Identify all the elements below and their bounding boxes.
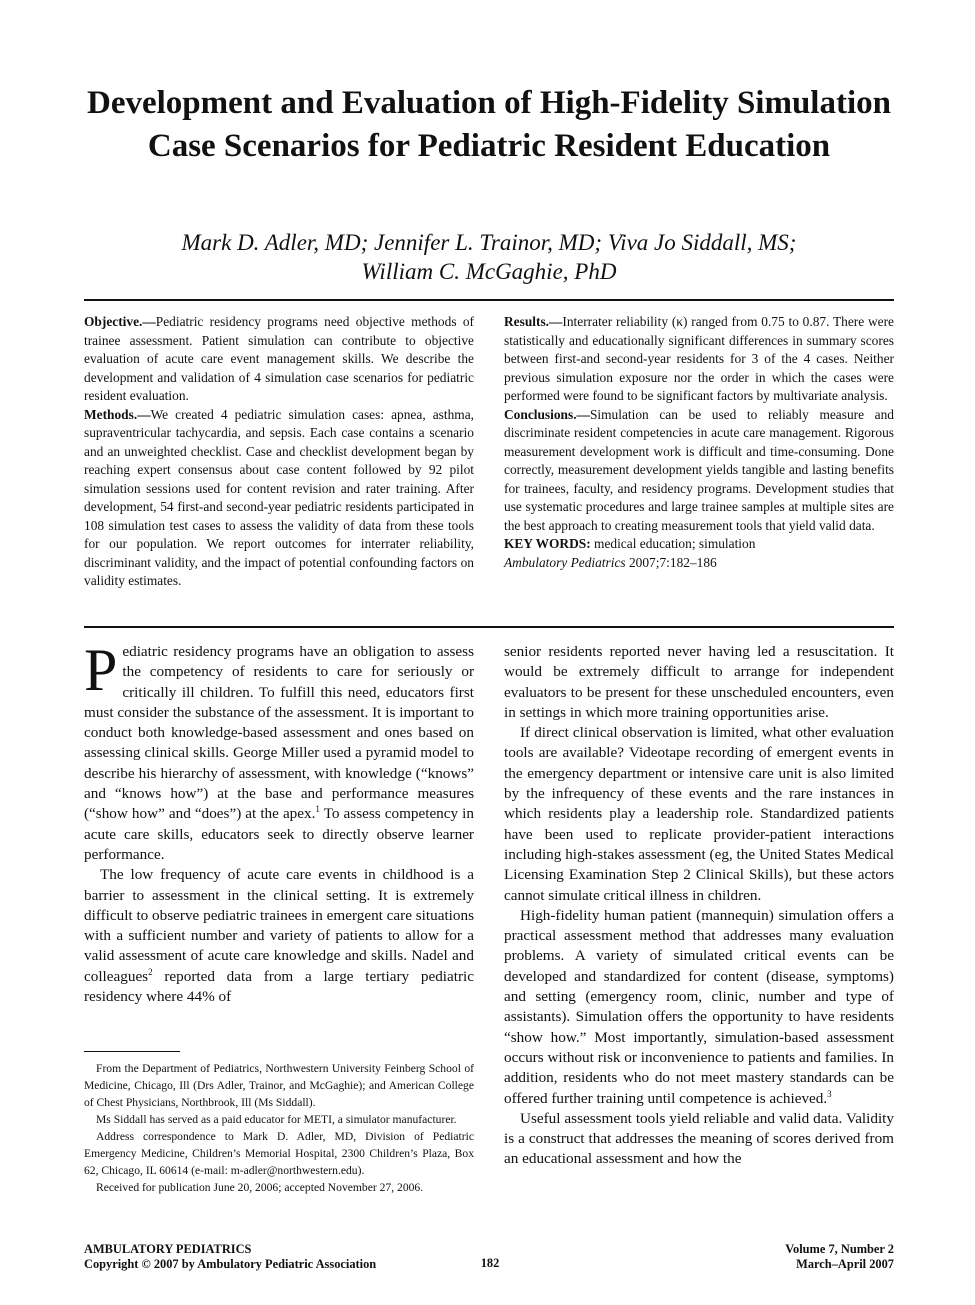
reference-marker: 1 xyxy=(315,804,320,815)
keywords-text: medical education; simulation xyxy=(590,536,756,551)
footer-date: March–April 2007 xyxy=(796,1257,894,1271)
abstract-conclusions xyxy=(504,406,894,536)
body-paragraph: Useful assessment tools yield reliable and valid data. Validity is a construct that addresses the meaning of scores derived from an educational assessment and how the xyxy=(504,1109,894,1168)
body-paragraph: senior residents reported never having led a resuscitation. It would be extremely difficult to arrange for independent evaluators to be present for these unscheduled encounters, even in settings in which more training opportunities arise. xyxy=(504,643,894,721)
authors-line-2: William C. McGaghie, PhD xyxy=(361,259,617,284)
body-left-column xyxy=(84,637,474,1007)
article-title: Development and Evaluation of High-Fidelity Simulation Case Scenarios for Pediatric Resident Education xyxy=(87,85,891,164)
citation xyxy=(504,554,894,573)
abstract-results xyxy=(504,313,894,406)
top-rule xyxy=(84,299,894,301)
body-right-column xyxy=(504,642,894,1170)
body-paragraph xyxy=(504,906,894,1109)
objective-text: Pediatric residency programs need objective methods of trainee assessment. Patient simulation can contribute to objective evaluation of acute care event management skills. We describe the development and validation of 4 simulation case scenarios for pediatric resident evaluation. xyxy=(84,314,474,403)
author-list xyxy=(84,228,894,286)
footer-journal: AMBULATORY PEDIATRICS xyxy=(84,1242,252,1256)
abstract-bottom-rule xyxy=(84,626,894,628)
reference-marker: 2 xyxy=(148,966,153,977)
page-number: 182 xyxy=(480,1256,500,1270)
body-text: ediatric residency programs have an obligation to assess the competency of residents to care for seriously or critically ill children. To fulfill this need, educators first must consider the substance of the assessment. It is important to conduct both knowledge-based assessment and ones based on assessing clinical skills. George Miller used a pyramid model to describe his hierarchy of assessment, with knowledge (“knows” and “knows how”) at the base and performance measures (“show how” and “does”) at the apex. xyxy=(84,643,474,823)
body-paragraph xyxy=(84,637,474,865)
footnote-received: Received for publication June 20, 2006; accepted November 27, 2006. xyxy=(96,1181,424,1194)
footnote-rule xyxy=(84,1051,180,1052)
citation-journal: Ambulatory Pediatrics xyxy=(504,554,626,570)
abstract-objective xyxy=(84,313,474,406)
results-text: Interrater reliability (κ) ranged from 0.75 to 0.87. There were statistically and educationally significant differences in summary scores between first-and second-year residents for 3 of the 4 cases. Neither previous simulation exposure nor the order in which the cases were performed were found to be significant factors by multivariate analysis. xyxy=(504,314,894,403)
abstract-right xyxy=(504,313,894,572)
body-paragraph: If direct clinical observation is limited, what other evaluation tools are available? Videotape recording of emergent events in the emergency department or intensive care unit is also limited by the infrequency of these events and the rare instances in which residents play a leadership role. Standardized patients have been used to replicate provider-patient interactions including high-stakes assessment (eg, the United States Medical Licensing Examination Step 2 Clinical Skills), but these actors cannot simulate critical illness in children. xyxy=(504,724,894,904)
keywords xyxy=(504,535,894,554)
citation-details: 2007;7:182–186 xyxy=(625,554,717,570)
results-label: Results.— xyxy=(504,314,563,329)
conclusions-label: Conclusions.— xyxy=(504,406,590,422)
reference-marker: 3 xyxy=(827,1088,832,1099)
body-text: The low frequency of acute care events in childhood is a barrier to assessment in the clinical setting. It is extremely difficult to observe pediatric trainees in emergent care situations with a sufficient number and variety of patients to allow for a valid assessment of acute care knowledge and skills. Nadel and colleagues xyxy=(84,866,474,985)
conclusions-text: Simulation can be used to reliably measure and discriminate resident competencies in acute care management. Rigorous measurement development work is difficult and time-consuming. Done correctly, measurement development yields tangible and lasting benefits for trainees, faculty, and residency programs. Development studies that use systematic procedures and large trainee samples at multiple sites are the best approach to creating measurement tools that yield valid data. xyxy=(504,406,894,533)
authors-line-1: Mark D. Adler, MD; Jennifer L. Trainor, MD; Viva Jo Siddall, MS; xyxy=(181,230,797,255)
keywords-label: KEY WORDS: xyxy=(504,536,591,551)
footnote-correspondence: Address correspondence to Mark D. Adler, MD, Division of Pediatric Emergency Medicine, Children’s Memorial Hospital, 2300 Children’s Plaza, Box 62, Chicago, IL 60614 (e-mail: m-adler@northwestern.edu). xyxy=(84,1130,474,1177)
methods-label: Methods.— xyxy=(84,406,151,422)
body-text: To assess competency in acute care skills, educators seek to directly observe learner performance. xyxy=(84,805,474,863)
footer-copyright: Copyright © 2007 by Ambulatory Pediatric Association xyxy=(84,1257,377,1271)
abstract-methods xyxy=(84,406,474,591)
footnotes xyxy=(84,1060,474,1196)
objective-label: Objective.— xyxy=(84,314,156,329)
footer-right xyxy=(785,1242,894,1272)
footnote-affiliation: From the Department of Pediatrics, Northwestern University Feinberg School of Medicine, Chicago, Ill (Drs Adler, Trainor, and McGaghie); and American College of Chest Physicians, Northbrook, Ill (Ms Siddall). xyxy=(84,1062,474,1109)
methods-text: We created 4 pediatric simulation cases: apnea, asthma, supraventricular tachycardia, and sepsis. Each case contains a scenario and an unweighted checklist. Case and checklist development began by reaching expert consensus about case content followed by 92 pilot simulation sessions used for content revision and rater training. After development, 54 first-and second-year pediatric residents participated in 108 simulation test cases to assess the validity of data from these tools for our population. We report outcomes for interrater reliability, discriminant validity, and the impact of potential confounding factors on validity estimates. xyxy=(84,406,474,588)
footnote-disclosure: Ms Siddall has served as a paid educator for METI, a simulator manufacturer. xyxy=(96,1113,457,1126)
footer-volume: Volume 7, Number 2 xyxy=(785,1242,894,1256)
body-text: reported data from a large tertiary pediatric residency where 44% of xyxy=(84,967,474,1006)
footer-left xyxy=(84,1242,376,1272)
body-text: High-fidelity human patient (mannequin) simulation offers a practical assessment method that addresses many evaluation problems. A variety of simulated critical events can be developed and standardized for content (disease, symptoms) and setting (emergency room, clinic, number and type of assistants). Simulation offers the opportunity to have residents “show how.” Most importantly, simulation-based assessment occurs without risk or inconvenience to patients and families. In addition, residents who do not meet mastery standards can be offered further training until competence is achieved. xyxy=(504,906,894,1107)
drop-cap: P xyxy=(84,637,118,703)
body-paragraph xyxy=(84,865,474,1007)
abstract-left xyxy=(84,313,474,591)
